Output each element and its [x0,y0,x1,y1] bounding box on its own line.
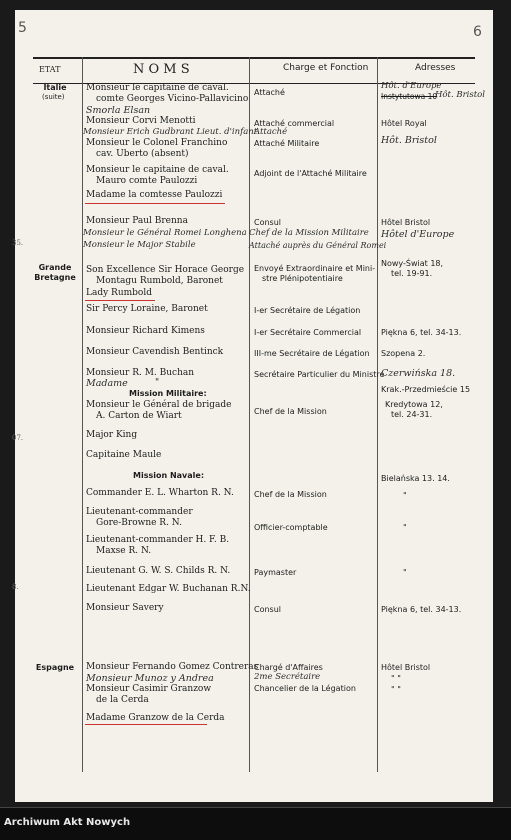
archive-name: Archiwum Akt Nowych [4,817,131,828]
entry-function: Adjoint de l'Attaché Militaire [254,169,367,178]
entry-address: Krak.-Przedmieście 15 [381,385,471,394]
handwritten-function: Chef de la Mission Militaire [249,228,369,238]
entry-function: I-er Secrétaire Commercial [254,328,362,337]
country-suite: (suite) [42,93,65,101]
entry-name: Maxse R. N. [96,546,152,556]
entry-name: Monsieur Paul Brenna [86,216,188,226]
red-underline [85,724,207,725]
table-header [33,57,475,84]
entry-function: Attaché [254,88,285,97]
country-grande-bretagne: Grande [38,263,72,272]
handwritten-name: Monsieur le Général Romei Longhena [83,228,247,238]
country-italie: Italie [43,83,67,92]
entry-function: Consul [254,605,282,614]
ditto-mark: " [155,378,160,388]
entry-function: Chargé d'Affaires [254,663,323,672]
entry-name: Lieutenant Edgar W. Buchanan R.N. [86,584,251,594]
margin-number: 07. [12,434,24,442]
handwritten-function: Attaché auprès du Général Romei [249,241,387,250]
page-number-right: 6 [473,24,482,40]
entry-address: Hôtel Bristol [381,218,431,227]
entry-name: Monsieur le Général de brigade [86,400,232,410]
entry-name: Lieutenant-commander H. F. B. [86,535,230,545]
entry-name: A. Carton de Wiart [96,411,182,421]
entry-name: Monsieur Cavendish Bentinck [86,347,224,357]
entry-function: Officier-comptable [254,523,328,532]
entry-address: tel. 24-31. [391,410,433,419]
entry-name: Major King [86,430,138,440]
entry-name: Commander E. L. Wharton R. N. [86,488,234,498]
handwritten-address: Hôt. Bristol [435,90,485,100]
margin-number: 35. [12,239,24,247]
entry-name: Monsieur le capitaine de caval. [86,83,229,93]
entry-name: Sir Percy Loraine, Baronet [86,304,208,314]
entry-name: Monsieur Casimir Granzow [86,684,212,694]
entry-function: Chef de la Mission [254,490,327,499]
entry-function: III-me Secrétaire de Légation [254,349,370,358]
header-charge: Charge et Fonction [283,63,369,73]
entry-name: Lieutenant-commander [86,507,193,517]
entry-name: Monsieur Fernando Gomez Contreras [86,662,259,672]
entry-function: Chef de la Mission [254,407,327,416]
handwritten-name: Smorla Elsan [86,105,151,116]
entry-name: Son Excellence Sir Horace George [86,265,245,275]
entry-address: Bielańska 13. 14. [381,474,450,483]
page-number-left: 5 [18,20,27,36]
entry-name: Lady Rumbold [86,288,152,298]
entry-function: Attaché commercial [254,119,335,128]
entry-name: Lieutenant G. W. S. Childs R. N. [86,566,231,576]
header-etat: ETAT [39,65,61,74]
entry-address: Piękna 6, tel. 34-13. [381,605,462,614]
header-adresses: Adresses [415,63,456,73]
entry-function: Envoyé Extraordinaire et Mini- [254,264,376,273]
entry-name: Monsieur le Colonel Franchino [86,138,228,148]
archive-footer-bar [0,807,511,840]
entry-address: Szopena 2. [381,349,426,358]
ditto-mark: " " [391,685,401,694]
red-underline [85,300,155,301]
entry-address: Piękna 6, tel. 34-13. [381,328,462,337]
entry-name: Madame la comtesse Paulozzi [86,190,223,200]
entry-name: Capitaine Maule [86,450,162,460]
entry-address: tel. 19-91. [391,269,433,278]
entry-function: Chancelier de la Légation [254,684,356,693]
document-page [12,10,493,802]
entry-name: de la Cerda [96,695,149,705]
handwritten-name: Monsieur Munoz y Andrea [86,673,214,684]
entry-name: Monsieur R. M. Buchan [86,368,195,378]
entry-name: comte Georges Vicino-Pallavicino [96,94,249,104]
handwritten-address: Hôt. Bristol [381,135,437,146]
entry-function: Consul [254,218,282,227]
column-divider [377,57,378,772]
entry-address: Kredytowa 12, [385,400,443,409]
header-noms: N O M S [133,62,190,77]
handwritten-name: Madame [86,378,128,389]
handwritten-name: Monsieur le Major Stabile [83,240,196,250]
entry-name: Monsieur Corvi Menotti [86,116,196,126]
entry-function: Attaché Militaire [254,139,320,148]
entry-name: Monsieur Savery [86,603,164,613]
section-mission-navale: Mission Navale: [133,471,205,480]
entry-function: Secrétaire Particulier du Ministre [254,370,385,379]
section-mission-militaire: Mission Militaire: [129,389,207,398]
handwritten-address: Hôtel d'Europe [381,229,455,240]
entry-address: Hôtel Bristol [381,663,431,672]
entry-name: Monsieur Richard Kimens [86,326,205,336]
country-espagne: Espagne [35,663,75,672]
ditto-mark: " [403,491,407,500]
red-underline [85,203,225,204]
entry-function: stre Plénipotentiaire [262,274,343,283]
entry-address: Hôtel Royal [381,119,427,128]
entry-name: Monsieur le capitaine de caval. [86,165,229,175]
handwritten-function: 2me Secrétaire [254,672,321,682]
entry-address: Instytutowa 10 [381,92,438,101]
ditto-mark: " " [391,674,401,683]
entry-address: Nowy-Świat 18, [381,259,444,268]
ditto-mark: " [403,568,407,577]
handwritten-name: Monsieur Erich Gudbrant Lieut. d'infant. [83,127,260,137]
entry-name: Madame Granzow de la Cerda [86,713,225,723]
entry-name: Gore-Browne R. N. [96,518,182,528]
handwritten-address: Hôt. d'Europe [381,81,442,91]
country-grande-bretagne: Bretagne [34,273,76,282]
entry-name: Montagu Rumbold, Baronet [96,276,223,286]
entry-name: cav. Uberto (absent) [96,149,189,159]
entry-function: Paymaster [254,568,297,577]
handwritten-address: Czerwińska 18. [381,368,456,379]
handwritten-function: Attaché [254,127,288,137]
margin-number: 8. [12,583,19,591]
ditto-mark: " [403,523,407,532]
entry-name: Mauro comte Paulozzi [96,176,198,186]
entry-function: I-er Secrétaire de Légation [254,306,361,315]
